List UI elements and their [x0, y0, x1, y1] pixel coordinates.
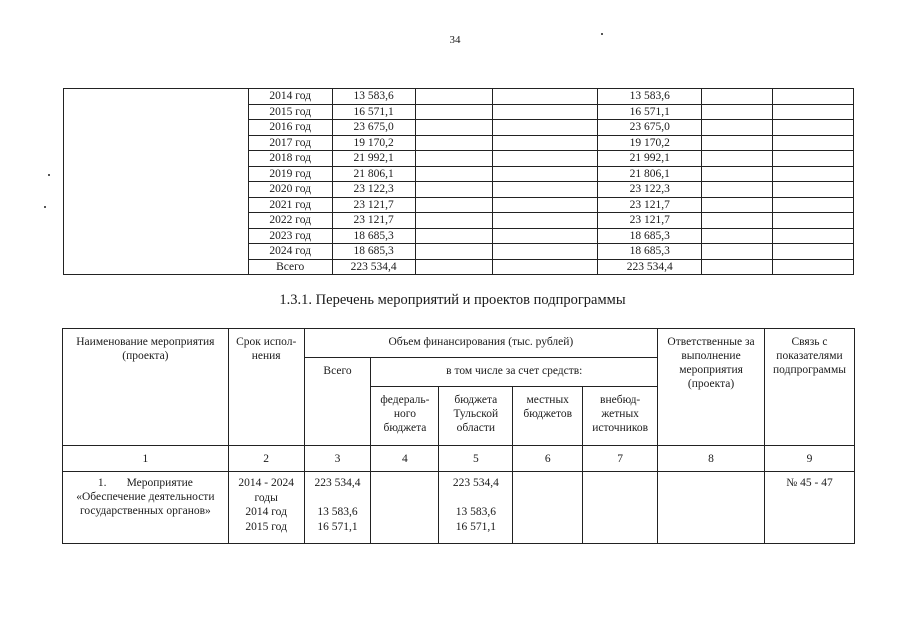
year-cell: 2020 год [248, 182, 332, 198]
column-number: 6 [513, 446, 583, 472]
tula-line: 13 583,6 [455, 506, 496, 518]
tula-line [439, 491, 512, 506]
term-line: годы [254, 491, 278, 504]
column-number: 2 [228, 446, 304, 472]
empty-cell [773, 104, 854, 120]
merged-name-cell [64, 89, 249, 275]
federal-cell [415, 228, 493, 244]
term-line: 2015 год [245, 520, 287, 533]
header-total: Всего [304, 358, 371, 446]
year-row [64, 89, 854, 105]
empty-cell [702, 182, 773, 198]
year-cell: 2023 год [248, 228, 332, 244]
measure-responsible-cell [658, 472, 765, 544]
funding-by-year-table [63, 88, 854, 275]
header-name: Наименование мероприятия (проекта) [63, 329, 229, 446]
measure-name-cell [63, 472, 229, 544]
empty-cell [773, 259, 854, 275]
empty-cell [773, 120, 854, 136]
regional-cell: 18 685,3 [598, 244, 702, 260]
empty-cell [773, 166, 854, 182]
column-number: 9 [764, 446, 854, 472]
empty-cell [493, 182, 598, 198]
year-cell: 2018 год [248, 151, 332, 167]
empty-cell [702, 259, 773, 275]
header-link: Связь с показателями подпрограммы [764, 329, 854, 446]
empty-cell [773, 135, 854, 151]
term-line: 2014 год [245, 506, 287, 518]
total-cell: 223 534,4 [332, 259, 415, 275]
tula-line: 223 534,4 [452, 477, 499, 489]
regional-cell: 13 583,6 [598, 89, 702, 105]
measures-table [62, 328, 855, 544]
page-number: 34 [449, 34, 461, 46]
measure-link-cell: № 45 - 47 [764, 472, 854, 544]
scan-speck [601, 33, 603, 35]
term-line: 2014 - 2024 [238, 477, 294, 489]
measure-number: 1. [97, 477, 107, 489]
total-cell: 16 571,1 [332, 104, 415, 120]
empty-cell [493, 166, 598, 182]
measure-term-cell [228, 472, 304, 544]
regional-cell: 18 685,3 [598, 228, 702, 244]
empty-cell [493, 259, 598, 275]
year-cell: 2016 год [248, 120, 332, 136]
header-offbudget: внебюд-жетных источников [583, 387, 658, 446]
empty-cell [702, 89, 773, 105]
federal-cell [415, 244, 493, 260]
year-cell: 2019 год [248, 166, 332, 182]
total-line: 13 583,6 [317, 506, 358, 518]
regional-cell: 19 170,2 [598, 135, 702, 151]
empty-cell [773, 213, 854, 229]
empty-cell [702, 166, 773, 182]
federal-cell [415, 259, 493, 275]
empty-cell [773, 197, 854, 213]
year-cell: 2024 год [248, 244, 332, 260]
regional-cell: 223 534,4 [598, 259, 702, 275]
empty-cell [493, 89, 598, 105]
header-including: в том числе за счет средств: [371, 358, 658, 387]
empty-cell [773, 151, 854, 167]
year-cell: Всего [248, 259, 332, 275]
column-number: 3 [304, 446, 371, 472]
empty-cell [493, 120, 598, 136]
scan-speck [48, 174, 50, 176]
total-cell: 23 121,7 [332, 197, 415, 213]
federal-cell [415, 120, 493, 136]
empty-cell [493, 213, 598, 229]
federal-cell [415, 182, 493, 198]
regional-cell: 23 121,7 [598, 197, 702, 213]
federal-cell [415, 213, 493, 229]
regional-cell: 21 992,1 [598, 151, 702, 167]
column-number: 8 [658, 446, 765, 472]
total-cell: 21 806,1 [332, 166, 415, 182]
total-cell: 23 121,7 [332, 213, 415, 229]
empty-cell [702, 104, 773, 120]
empty-cell [702, 213, 773, 229]
total-cell: 19 170,2 [332, 135, 415, 151]
column-number: 5 [439, 446, 513, 472]
column-number: 4 [371, 446, 439, 472]
header-local: местных бюджетов [513, 387, 583, 446]
tula-line: 16 571,1 [455, 520, 496, 533]
column-number: 1 [63, 446, 229, 472]
header-tula: бюджета Тульской области [439, 387, 513, 446]
section-title: 1.3.1. Перечень мероприятий и проектов подпрограммы [279, 292, 626, 308]
regional-cell: 23 121,7 [598, 213, 702, 229]
federal-cell [415, 104, 493, 120]
scan-speck [44, 206, 46, 208]
empty-cell [773, 244, 854, 260]
empty-cell [702, 151, 773, 167]
measure-local-cell [513, 472, 583, 544]
federal-cell [415, 166, 493, 182]
measure-label: Мероприятие [126, 477, 193, 489]
empty-cell [493, 104, 598, 120]
empty-cell [702, 197, 773, 213]
federal-cell [415, 89, 493, 105]
total-line: 16 571,1 [317, 520, 358, 533]
measure-total-cell [304, 472, 371, 544]
measure-federal-cell [371, 472, 439, 544]
year-cell: 2021 год [248, 197, 332, 213]
empty-cell [773, 182, 854, 198]
header-responsible: Ответственные за выполнение мероприятия (проекта) [658, 329, 765, 446]
year-cell: 2014 год [248, 89, 332, 105]
empty-cell [493, 135, 598, 151]
empty-cell [493, 228, 598, 244]
header-funding: Объем финансирования (тыс. рублей) [304, 329, 658, 358]
empty-cell [493, 244, 598, 260]
header-federal: федераль-ного бюджета [371, 387, 439, 446]
regional-cell: 21 806,1 [598, 166, 702, 182]
total-cell: 23 122,3 [332, 182, 415, 198]
total-cell: 13 583,6 [332, 89, 415, 105]
regional-cell: 23 675,0 [598, 120, 702, 136]
regional-cell: 23 122,3 [598, 182, 702, 198]
empty-cell [702, 120, 773, 136]
total-cell: 23 675,0 [332, 120, 415, 136]
year-cell: 2017 год [248, 135, 332, 151]
regional-cell: 16 571,1 [598, 104, 702, 120]
empty-cell [493, 151, 598, 167]
total-line [305, 491, 371, 506]
year-cell: 2015 год [248, 104, 332, 120]
year-cell: 2022 год [248, 213, 332, 229]
total-cell: 18 685,3 [332, 228, 415, 244]
federal-cell [415, 135, 493, 151]
empty-cell [493, 197, 598, 213]
measure-name: «Обеспечение деятельности государственных органов» [76, 491, 215, 517]
empty-cell [773, 89, 854, 105]
total-cell: 21 992,1 [332, 151, 415, 167]
federal-cell [415, 197, 493, 213]
measure-offbudget-cell [583, 472, 658, 544]
empty-cell [702, 244, 773, 260]
column-number: 7 [583, 446, 658, 472]
empty-cell [773, 228, 854, 244]
header-term: Срок испол-нения [228, 329, 304, 446]
empty-cell [702, 228, 773, 244]
total-cell: 18 685,3 [332, 244, 415, 260]
total-line: 223 534,4 [314, 477, 361, 489]
empty-cell [702, 135, 773, 151]
federal-cell [415, 151, 493, 167]
measure-tula-cell [439, 472, 513, 544]
